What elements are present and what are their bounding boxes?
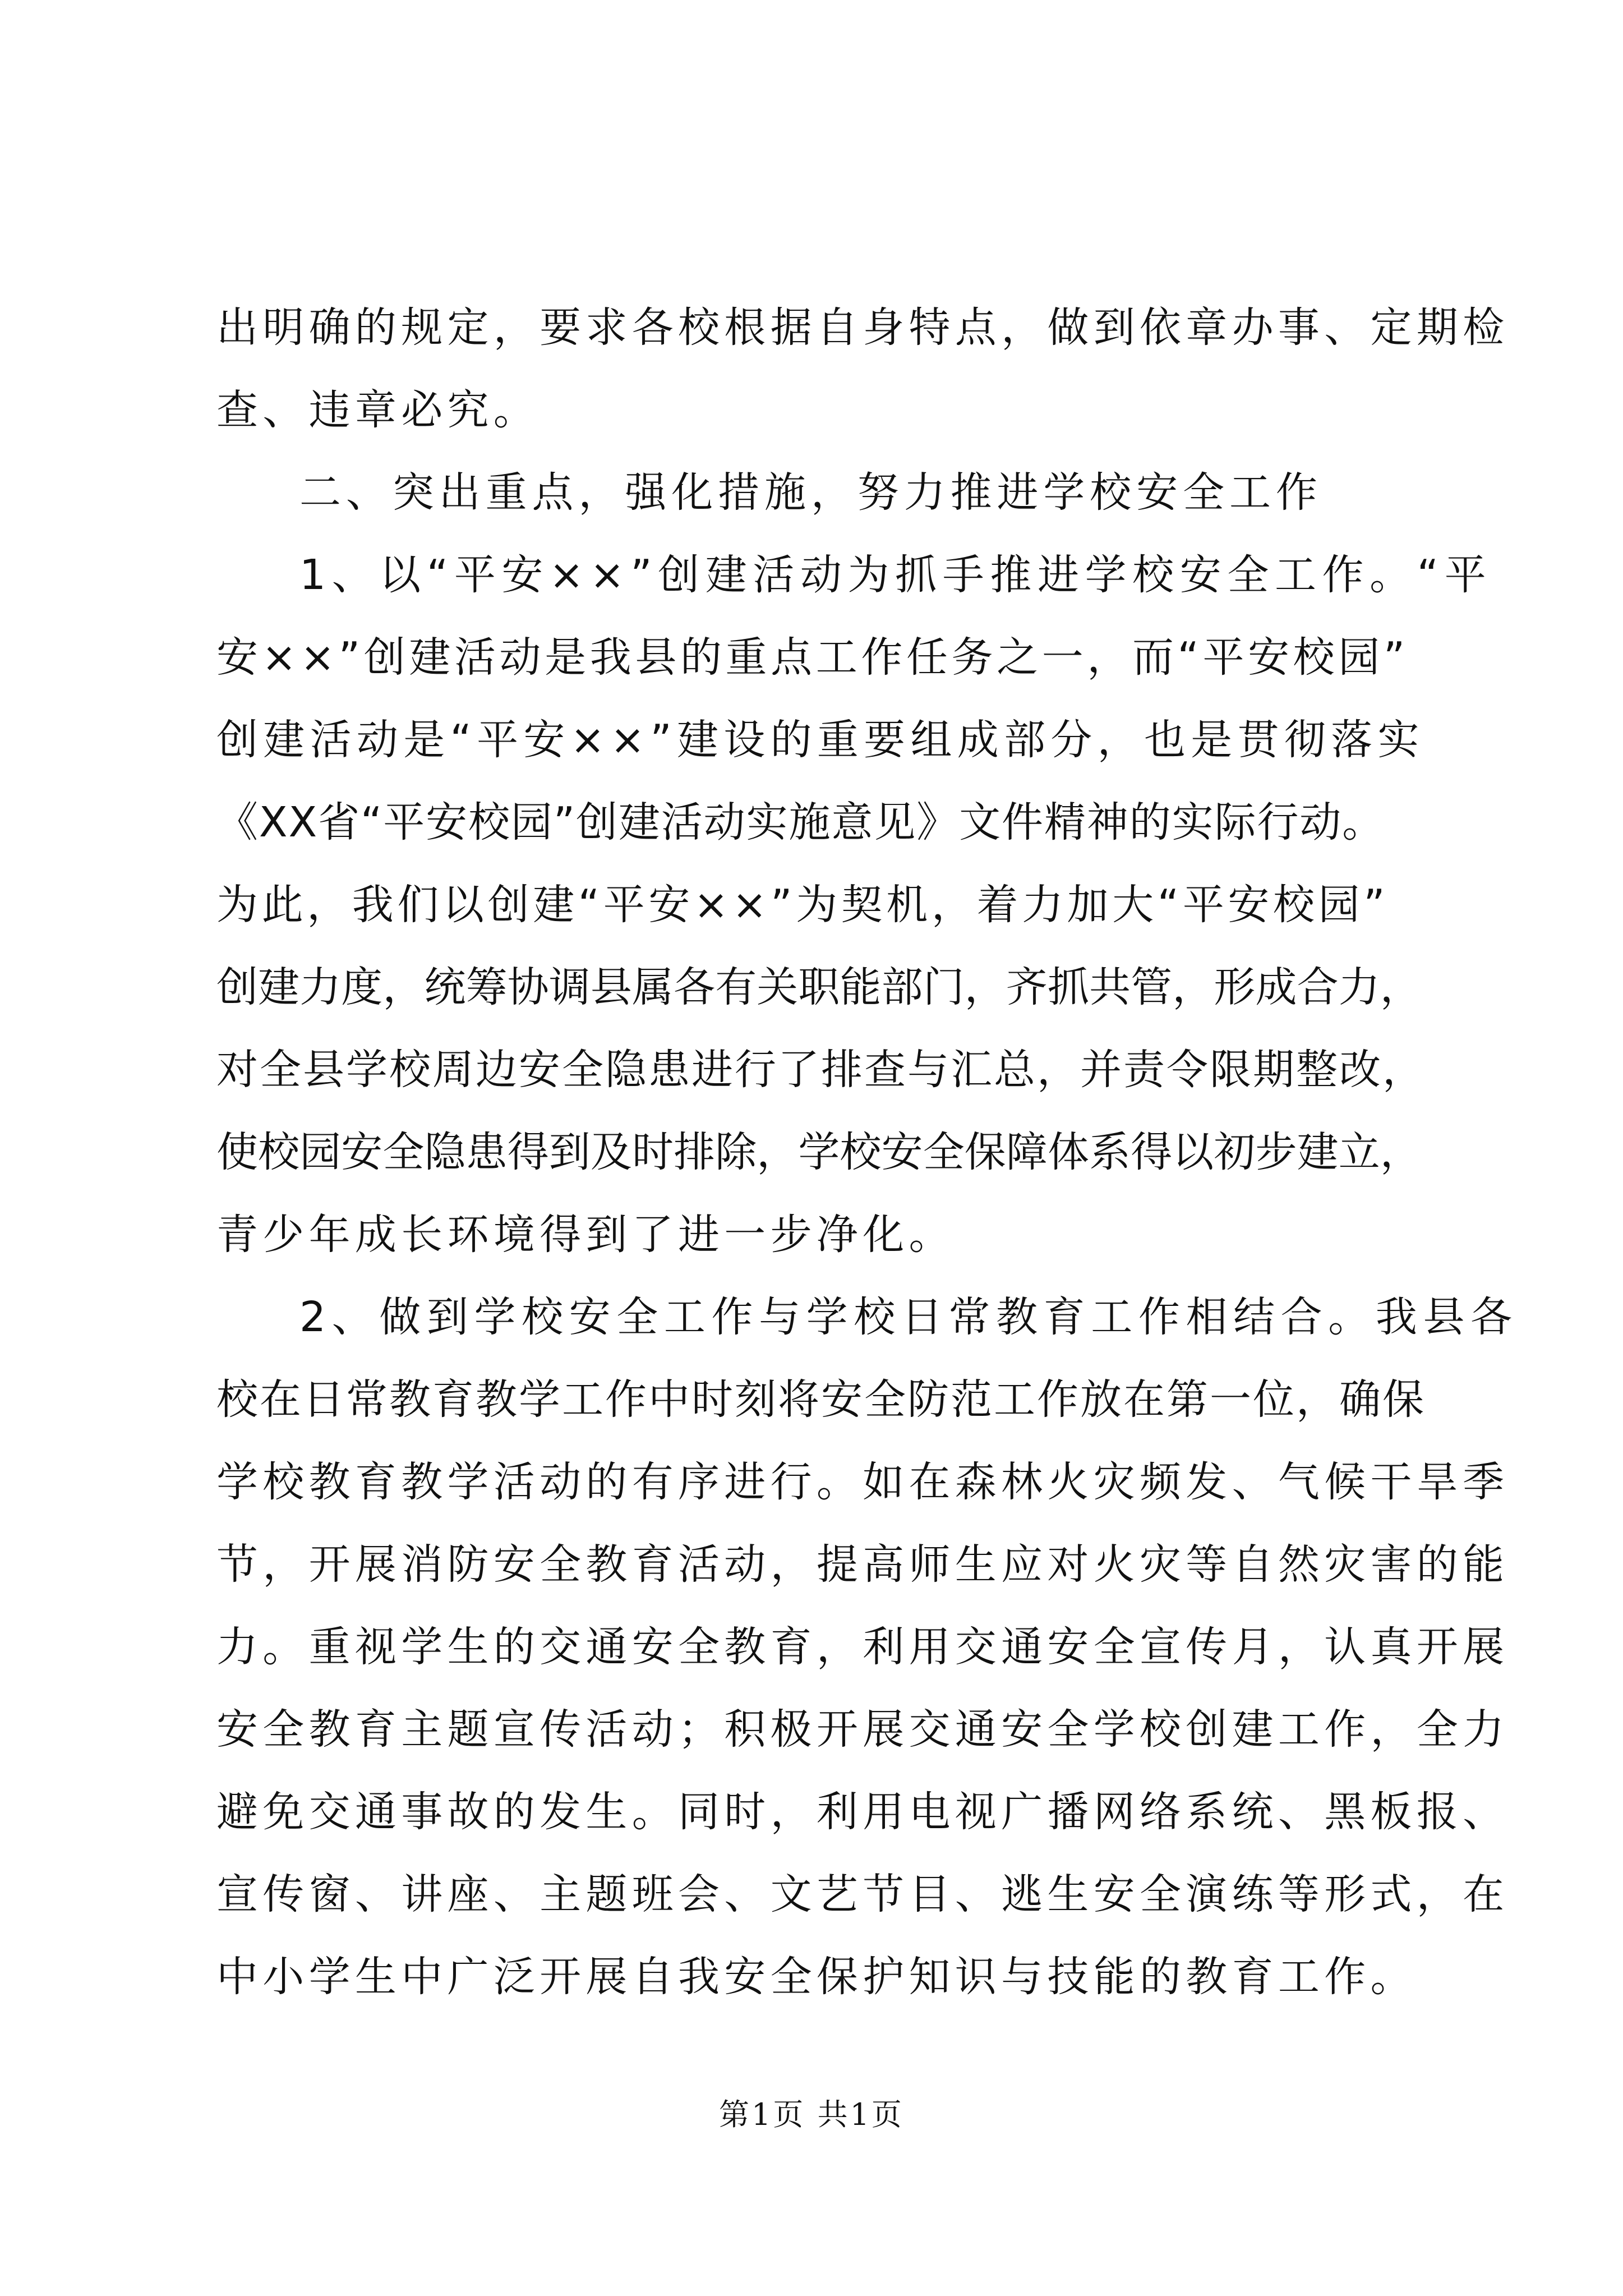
- body-line: 青少年成长环境得到了进一步净化。: [216, 1211, 955, 1259]
- body-line: 安××”创建活动是我县的重点工作任务之一，而“平安校园”: [216, 633, 1409, 682]
- body-line: 避免交通事故的发生。同时，利用电视广播网络系统、黑板报、: [216, 1788, 1509, 1836]
- body-line: 查、违章必究。: [216, 386, 540, 434]
- body-line: 《XX省“平安校园”创建活动实施意见》文件精神的实际行动。: [216, 798, 1385, 846]
- body-line: 使校园安全隐患得到及时排除，学校安全保障体系得以初步建立，: [216, 1128, 1422, 1176]
- body-line: 为此，我们以创建“平安××”为契机，着力加大“平安校园”: [216, 881, 1389, 929]
- section-heading: 二、突出重点，强化措施，努力推进学校安全工作: [299, 468, 1322, 517]
- body-line: 节，开展消防安全教育活动，提高师生应对火灾等自然灾害的能: [216, 1540, 1509, 1589]
- body-line: 2、做到学校安全工作与学校日常教育工作相结合。我县各: [299, 1293, 1518, 1341]
- body-line: 1、以“平安××”创建活动为抓手推进学校安全工作。“平: [299, 551, 1492, 599]
- body-line: 宣传窗、讲座、主题班会、文艺节目、逃生安全演练等形式，在: [216, 1870, 1509, 1918]
- body-line: 创建活动是“平安××”建设的重要组成部分，也是贯彻落实: [216, 716, 1424, 764]
- body-line: 创建力度，统筹协调县属各有关职能部门，齐抓共管，形成合力，: [216, 963, 1422, 1011]
- body-line: 出明确的规定，要求各校根据自身特点，做到依章办事、定期检: [216, 303, 1509, 352]
- body-line: 对全县学校周边安全隐患进行了排查与汇总，并责令限期整改，: [216, 1046, 1426, 1094]
- body-line: 安全教育主题宣传活动；积极开展交通安全学校创建工作，全力: [216, 1705, 1509, 1754]
- body-line: 中小学生中广泛开展自我安全保护知识与技能的教育工作。: [216, 1953, 1417, 2001]
- page-footer: 第1页 共1页: [719, 2097, 904, 2132]
- body-line: 学校教育教学活动的有序进行。如在森林火灾频发、气候干旱季: [216, 1458, 1509, 1506]
- body-line: 力。重视学生的交通安全教育，利用交通安全宣传月，认真开展: [216, 1623, 1509, 1671]
- body-line: 校在日常教育教学工作中时刻将安全防范工作放在第一位，确保: [216, 1375, 1426, 1424]
